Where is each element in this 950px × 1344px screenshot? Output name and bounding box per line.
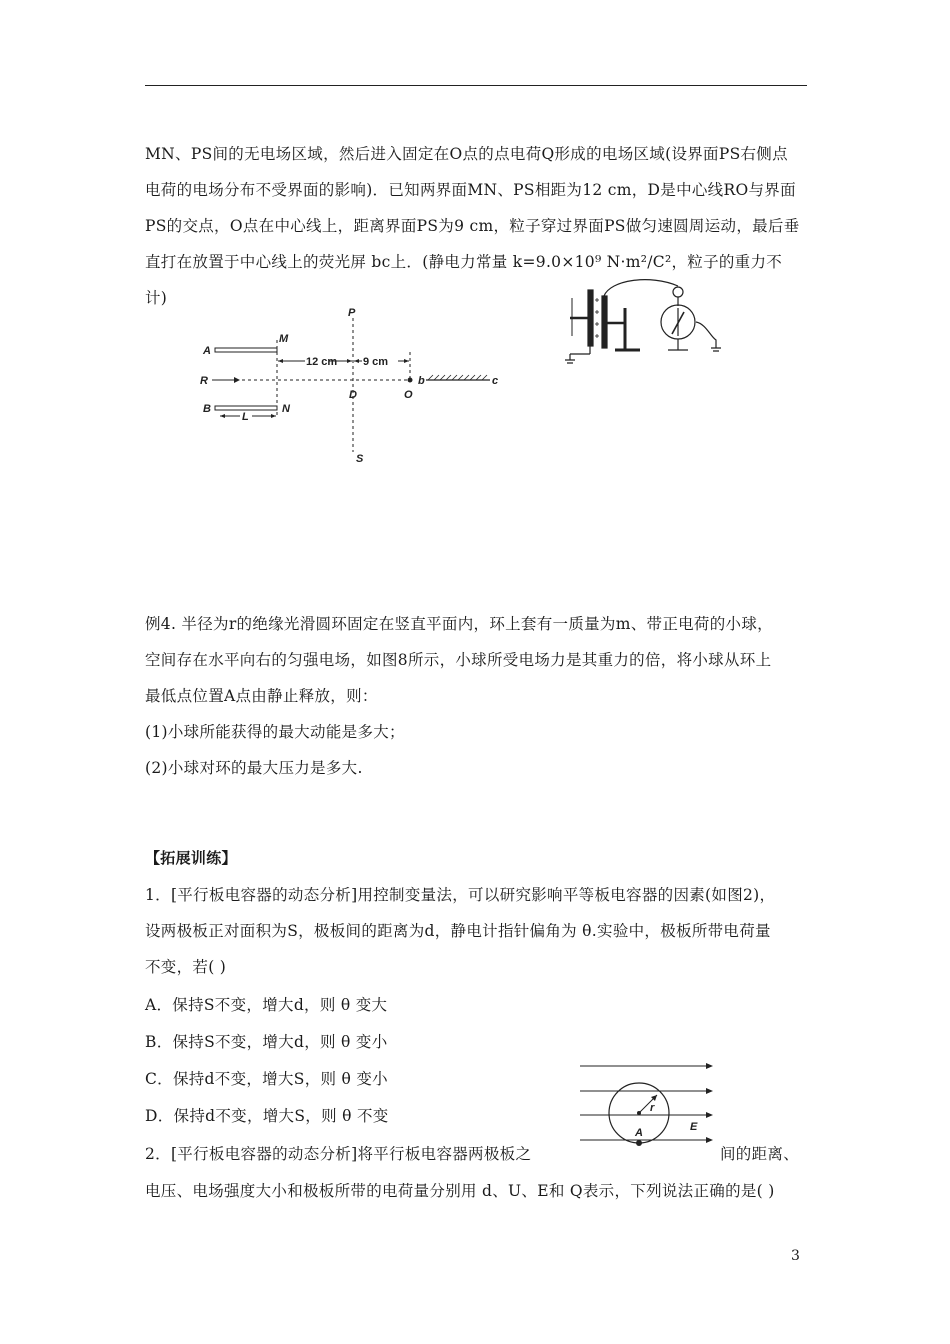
label-b-screen: b: [418, 375, 425, 387]
q1-option-c: C．保持d不变，增大S，则 θ 变小: [145, 1070, 388, 1088]
ground-icon: [565, 354, 590, 363]
label-b: B: [203, 403, 211, 415]
paragraph-line: 计): [145, 289, 168, 307]
label-d: D: [349, 389, 357, 401]
paragraph-line: 电荷的电场分布不受界面的影响)．已知两界面MN、PS相距为12 cm，D是中心线RO与界面: [145, 181, 796, 199]
example4-q2: (2)小球对环的最大压力是多大.: [145, 759, 363, 777]
ball-a: [636, 1140, 642, 1146]
paragraph-line: 直打在放置于中心线上的荧光屏 bc上．(静电力常量 k=9.0×10⁹ N·m²/C²，粒子的重力不: [145, 253, 783, 271]
label-c-screen: c: [492, 375, 499, 387]
q2-line-left: 2．[平行板电容器的动态分析]将平行板电容器两极板之: [145, 1145, 532, 1163]
electrometer-base: [668, 339, 688, 350]
field-arrowhead: [706, 1063, 713, 1069]
label-m: M: [279, 333, 289, 345]
capacitor-electrometer-figure: [560, 278, 730, 368]
label-e-field: E: [690, 1121, 698, 1133]
extension-heading: 【拓展训练】: [145, 849, 237, 867]
right-plate: [602, 296, 607, 348]
label-a: A: [203, 345, 211, 357]
q1-line: 设两极板正对面积为S，极板间的距离为d，静电计指针偏角为 θ.实验中，极板所带电荷量: [145, 922, 771, 940]
q1-line: 不变，若( ): [145, 958, 227, 976]
q1-option-d: D．保持d不变，增大S，则 θ 不变: [145, 1107, 389, 1125]
label-o: O: [404, 389, 413, 401]
plate-a: [215, 348, 277, 352]
label-s: S: [356, 453, 364, 465]
paragraph-line: PS的交点，O点在中心线上，距离界面PS为9 cm，粒子穿过界面PS做匀速圆周运动，最后垂: [145, 217, 800, 235]
dim-arrowhead: [220, 414, 225, 418]
example4-q1: (1)小球所能获得的最大动能是多大；: [145, 723, 405, 741]
example4-line: 最低点位置A点由静止释放，则：: [145, 687, 378, 705]
field-arrowhead: [706, 1088, 713, 1094]
q2-line-right: 间的距离、: [720, 1145, 800, 1163]
label-p: P: [348, 307, 356, 319]
label-r: R: [200, 375, 208, 387]
label-a-point: A: [635, 1127, 643, 1139]
label-n: N: [282, 403, 290, 415]
label-12cm: 12 cm: [306, 356, 338, 368]
connecting-wire: [604, 280, 678, 296]
q1-line: 1．[平行板电容器的动态分析]用控制变量法，可以研究影响平等板电容器的因素(如图2)，: [145, 886, 776, 904]
plate-b: [215, 406, 277, 410]
left-plate: [588, 290, 593, 346]
dim-arrowhead: [347, 359, 352, 363]
paragraph-line: MN、PS间的无电场区域，然后进入固定在O点的点电荷Q形成的电场区域(设界面PS右侧点: [145, 145, 788, 163]
label-l: L: [242, 411, 249, 423]
dim-arrowhead: [271, 414, 276, 418]
q2-line: 电压、电场强度大小和极板所带的电荷量分别用 d、U、E和 Q表示，下列说法正确的是( ): [145, 1182, 775, 1200]
screen-hatching: [428, 375, 487, 380]
electrometer-knob: [673, 287, 683, 297]
field-arrowhead: [706, 1137, 713, 1143]
page-number: 3: [791, 1248, 800, 1264]
header-rule: [145, 85, 807, 86]
ring-field-figure: [578, 1058, 718, 1158]
q1-option-a: A．保持S不变，增大d，则 θ 变大: [145, 996, 388, 1014]
example4-line: 例4. 半径为r的绝缘光滑圆环固定在竖直平面内，环上套有一质量为m、带正电荷的小球，: [145, 615, 773, 633]
label-9cm: 9 cm: [363, 356, 389, 368]
r-arrowhead: [234, 377, 240, 383]
dim-arrowhead: [278, 359, 283, 363]
electrometer-ground-icon: [696, 322, 721, 351]
example4-line: 空间存在水平向右的匀强电场，如图8所示，小球所受电场力是其重力的倍，将小球从环上: [145, 651, 772, 669]
field-region-figure: [190, 300, 510, 470]
ring-center: [637, 1111, 641, 1115]
plate-charge-marks: [595, 298, 599, 338]
dim-arrowhead: [354, 359, 359, 363]
q1-option-b: B．保持S不变，增大d，则 θ 变小: [145, 1033, 388, 1051]
label-r-radius: r: [650, 1102, 655, 1114]
dim-arrowhead: [404, 359, 409, 363]
field-arrowhead: [706, 1112, 713, 1118]
point-o: [408, 378, 413, 383]
